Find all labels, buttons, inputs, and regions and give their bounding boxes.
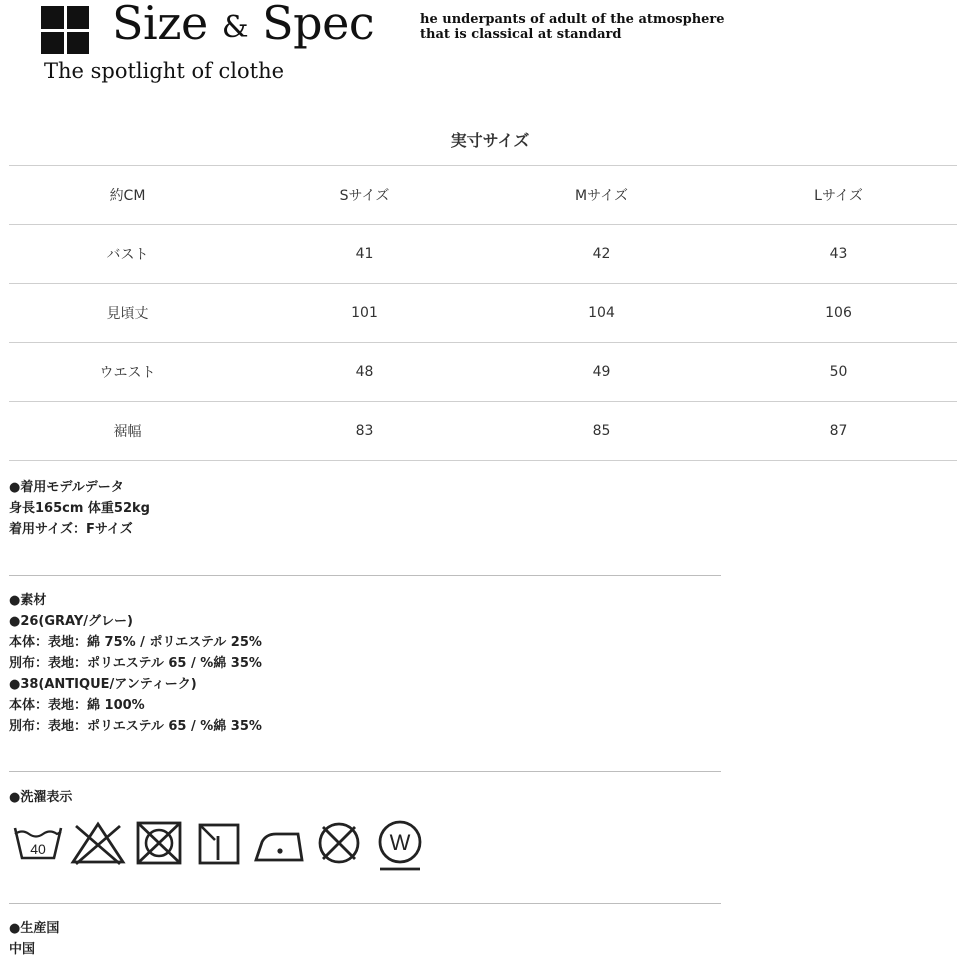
origin-country: 中国 xyxy=(9,942,36,957)
iron-low-icon xyxy=(252,820,308,866)
wash-40-icon xyxy=(12,820,64,866)
model-section xyxy=(9,477,150,540)
tagline-line1: he underpants of adult of the atmosphere xyxy=(420,12,725,27)
table-cell: ウエスト xyxy=(9,343,246,402)
no-dry-clean-icon xyxy=(314,820,364,866)
table-cell: 見頃丈 xyxy=(9,284,246,343)
model-wear-size: 着用サイズ：Fサイズ xyxy=(9,522,133,537)
table-header-cell: 約CM xyxy=(9,166,246,225)
size-table xyxy=(9,165,957,461)
table-cell: 106 xyxy=(720,284,957,343)
material-line: 本体：表地：綿 75% / ポリエステル 25% xyxy=(9,635,262,650)
table-header-cell: Mサイズ xyxy=(483,166,720,225)
table-cell: 83 xyxy=(246,402,483,461)
size-table-title: 実寸サイズ xyxy=(450,131,530,150)
care-icons xyxy=(12,820,432,872)
table-cell: 48 xyxy=(246,343,483,402)
brand-tagline xyxy=(420,12,725,42)
care-heading: ●洗濯表示 xyxy=(9,790,73,805)
table-row xyxy=(9,402,957,461)
table-cell: 104 xyxy=(483,284,720,343)
table-cell: 50 xyxy=(720,343,957,402)
model-heading: ●着用モデルデータ xyxy=(9,480,124,495)
wet-clean-letter: W xyxy=(389,830,411,855)
material-line: ●26(GRAY/グレー) xyxy=(9,614,133,629)
brand-logo-icon xyxy=(41,6,89,54)
section-divider xyxy=(9,575,721,576)
table-cell: 42 xyxy=(483,225,720,284)
table-cell: 裾幅 xyxy=(9,402,246,461)
material-section xyxy=(9,590,262,737)
section-divider xyxy=(9,903,721,904)
table-header-row xyxy=(9,166,957,225)
material-heading: ●素材 xyxy=(9,593,47,608)
model-body-stats: 身長165cm 体重52kg xyxy=(9,501,150,516)
brand-title-amp: & xyxy=(221,10,249,45)
brand-subtitle: The spotlight of clothe xyxy=(44,59,285,83)
origin-section xyxy=(9,918,59,960)
table-cell: 41 xyxy=(246,225,483,284)
table-cell: 49 xyxy=(483,343,720,402)
material-line: 本体：表地：綿 100% xyxy=(9,698,145,713)
table-row xyxy=(9,284,957,343)
table-header-cell: Sサイズ xyxy=(246,166,483,225)
table-row xyxy=(9,343,957,402)
table-cell: 43 xyxy=(720,225,957,284)
material-line: 別布：表地：ポリエステル 65 / %綿 35% xyxy=(9,719,262,734)
origin-heading: ●生産国 xyxy=(9,921,60,936)
no-tumble-dry-icon xyxy=(134,820,184,866)
wash-temp-label: 40 xyxy=(30,841,46,857)
brand-title-spec: Spec xyxy=(262,0,375,50)
brand-title-size: Size xyxy=(112,0,208,50)
table-cell: バスト xyxy=(9,225,246,284)
table-cell: 87 xyxy=(720,402,957,461)
table-row xyxy=(9,225,957,284)
material-line: 別布：表地：ポリエステル 65 / %綿 35% xyxy=(9,656,262,671)
no-bleach-icon xyxy=(70,820,126,866)
brand-title xyxy=(112,0,374,50)
line-dry-shade-icon xyxy=(196,820,242,866)
material-line: ●38(ANTIQUE/アンティーク) xyxy=(9,677,197,692)
table-cell: 101 xyxy=(246,284,483,343)
table-header-cell: Lサイズ xyxy=(720,166,957,225)
page-header xyxy=(0,0,980,100)
tagline-line2: that is classical at standard xyxy=(420,27,622,42)
care-section xyxy=(9,787,72,808)
table-cell: 85 xyxy=(483,402,720,461)
wet-clean-icon xyxy=(374,820,426,872)
section-divider xyxy=(9,771,721,772)
